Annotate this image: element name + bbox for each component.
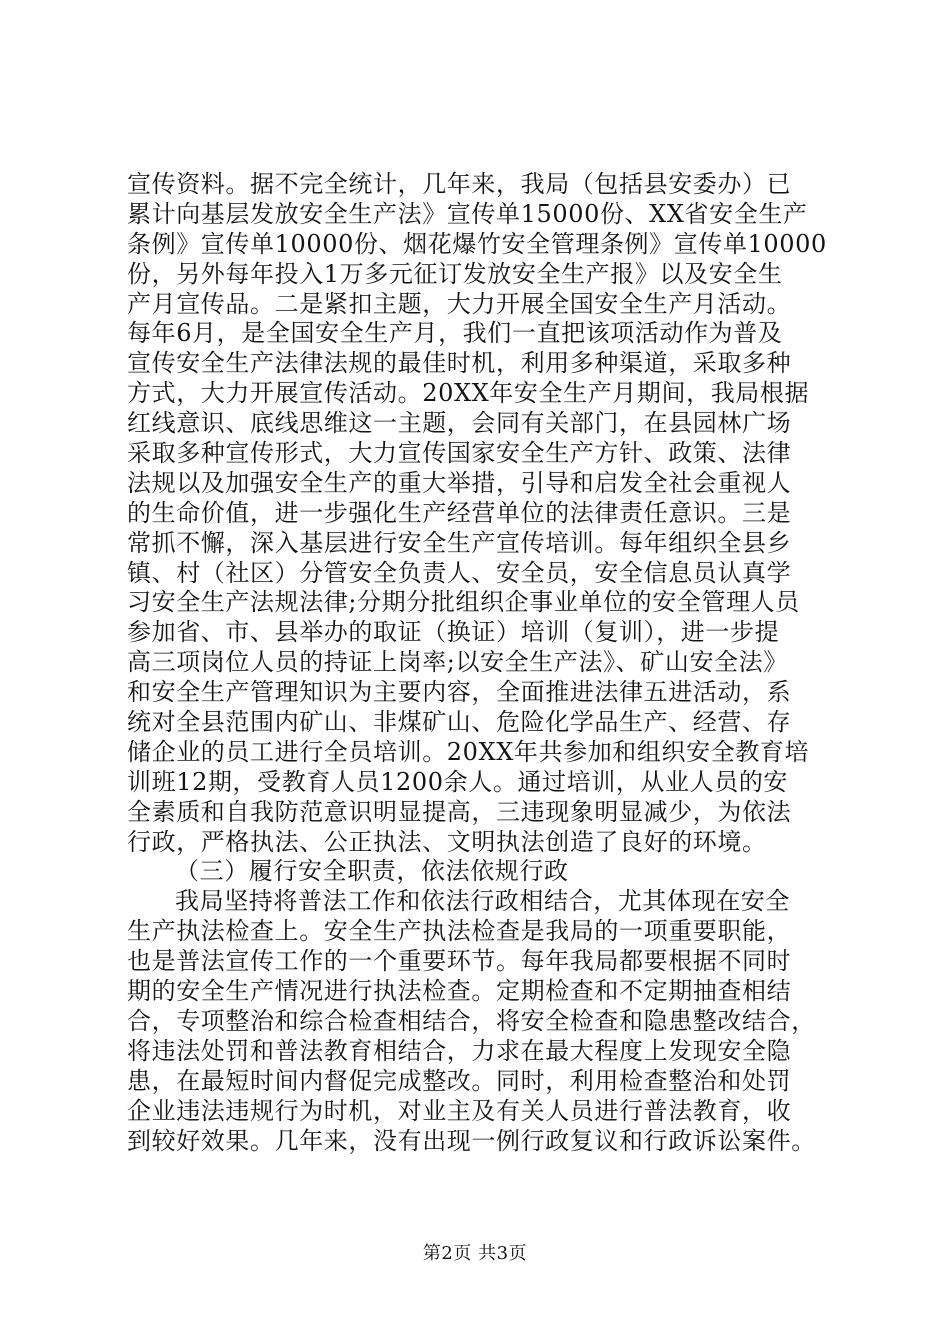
text-line: 统对全县范围内矿山、非煤矿山、危险化学品生产、经营、存 (127, 708, 792, 737)
text-line: 储企业的员工进行全员培训。20XX年共参加和组织安全教育培 (127, 737, 810, 766)
text-line: 镇、村（社区）分管安全负责人、安全员，安全信息员认真学 (127, 558, 792, 587)
text-line: 采取多种宣传形式，大力宣传国家安全生产方针、政策、法律 (127, 439, 792, 468)
text-line: 方式，大力开展宣传活动。20XX年安全生产月期间，我局根据 (127, 379, 810, 408)
text-line: 宣传资料。据不完全统计，几年来，我局（包括县安委办）已 (127, 170, 792, 198)
text-line: 全素质和自我防范意识明显提高，三违现象明显减少，为依法 (127, 797, 792, 826)
text-line: 合，专项整治和综合检查相结合，将安全检查和隐患整改结合， (127, 1006, 816, 1035)
text-line: 的生命价值，进一步强化生产经营单位的法律责任意识。三是 (127, 498, 792, 527)
text-line: 法规以及加强安全生产的重大举措，引导和启发全社会重视人 (127, 468, 792, 497)
text-line: 行政，严格执法、公正执法、文明执法创造了良好的环境。 (127, 827, 767, 856)
text-line: 训班12期，受教育人员1200余人。通过培训，从业人员的安 (127, 767, 789, 796)
text-line: 将违法处罚和普法教育相结合，力求在最大程度上发现安全隐 (127, 1036, 792, 1065)
text-line: 参加省、市、县举办的取证（换证）培训（复训），进一步提 (127, 618, 780, 647)
text-line: 期的安全生产情况进行执法检查。定期检查和不定期抽查相结 (127, 977, 792, 1006)
page-footer: 第2页 共3页 (422, 1243, 528, 1264)
document-body (127, 170, 827, 1156)
text-line: 常抓不懈，深入基层进行安全生产宣传培训。每年组织全县乡 (127, 528, 792, 557)
section-heading: （三）履行安全职责，依法依规行政 (175, 857, 569, 886)
text-line: 累计向基层发放安全生产法》宣传单15000份、XX省安全生产 (127, 199, 808, 228)
text-line: 高三项岗位人员的持证上岗率;以安全生产法》、矿山安全法》 (127, 648, 788, 677)
text-line: 红线意识、底线思维这一主题，会同有关部门，在县园林广场 (127, 409, 792, 438)
text-line: 习安全生产法规法律;分期分批组织企事业单位的安全管理人员 (127, 588, 800, 617)
text-line: 患，在最短时间内督促完成整改。同时，利用检查整治和处罚 (127, 1066, 792, 1095)
text-line: 我局坚持将普法工作和依法行政相结合，尤其体现在安全 (175, 887, 790, 916)
text-line: 条例》宣传单10000份、烟花爆竹安全管理条例》宣传单10000 (127, 229, 827, 258)
text-line: 每年6月，是全国安全生产月，我们一直把该项活动作为普及 (127, 319, 783, 348)
text-line: 宣传安全生产法律法规的最佳时机，利用多种渠道，采取多种 (127, 349, 792, 378)
text-line: 也是普法宣传工作的一个重要环节。每年我局都要根据不同时 (127, 947, 792, 976)
text-line: 企业违法违规行为时机，对业主及有关人员进行普法教育，收 (127, 1096, 792, 1125)
text-line: 份，另外每年投入1万多元征订发放安全生产报》以及安全生 (127, 259, 783, 288)
text-line: 到较好效果。几年来，没有出现一例行政复议和行政诉讼案件。 (127, 1126, 816, 1155)
text-line: 和安全生产管理知识为主要内容，全面推进法律五进活动，系 (127, 678, 792, 707)
text-line: 产月宣传品。二是紧扣主题，大力开展全国安全生产月活动。 (127, 289, 792, 318)
text-line: 生产执法检查上。安全生产执法检查是我局的一项重要职能， (127, 917, 792, 946)
